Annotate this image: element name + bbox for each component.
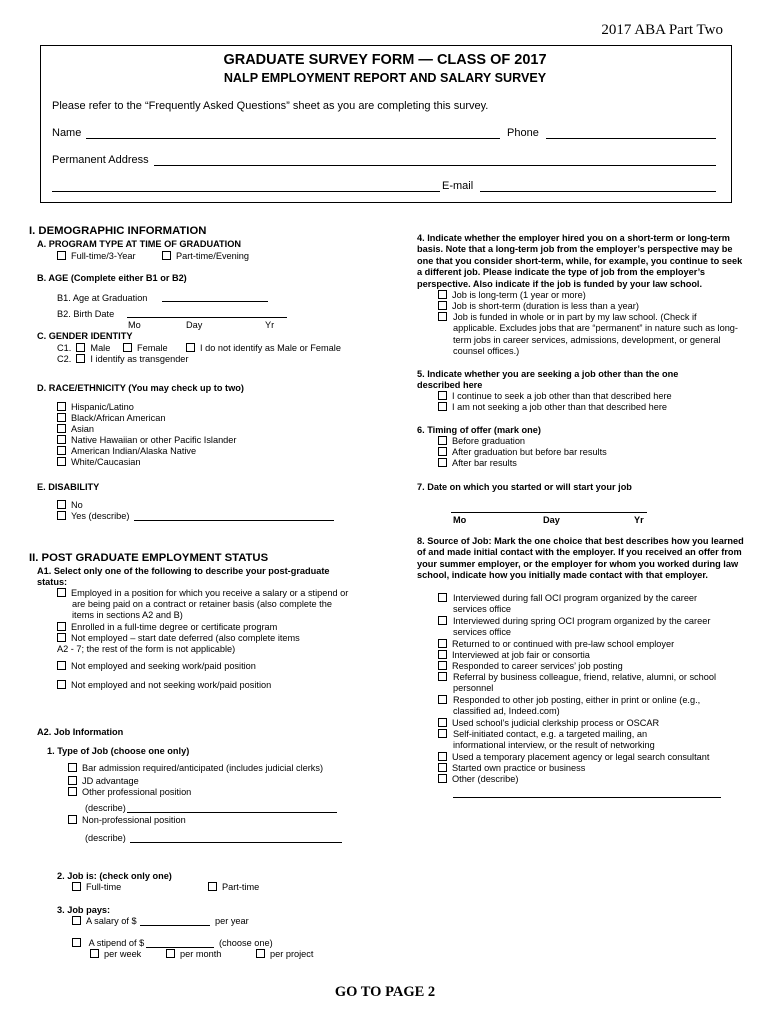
job-pays-label: 3. Job pays: [57,905,111,915]
seeking-checkbox[interactable] [57,661,66,670]
short-term-label: Job is short-term (duration is less than a year) [452,301,639,311]
age-field[interactable] [162,301,268,302]
disability-describe-field[interactable] [134,520,334,521]
source-label: Started own practice or business [452,763,586,773]
age-label: B. AGE (Complete either B1 or B2) [37,273,187,283]
nonprofessional-describe-field[interactable] [130,842,342,843]
birth-day-label: Day [186,320,203,330]
source-checkbox[interactable] [438,639,447,648]
stipend-amount-field[interactable] [146,947,214,948]
continue-seeking-label: I continue to seek a job other than that described here [452,391,672,401]
phone-field[interactable] [546,138,716,139]
professional-describe-field[interactable] [127,812,337,813]
a1-label: A1. Select only one of the following to describe your post-graduate [37,566,330,576]
address-label: Permanent Address [52,154,149,166]
fulltime-label: Full-time/3-Year [71,251,136,261]
transgender-label: I identify as transgender [90,354,189,364]
employed-checkbox[interactable] [57,588,66,597]
salary-label: A salary of $ [86,916,137,926]
timing-checkbox[interactable] [438,458,447,467]
source-label: Referral by business colleague, friend, relative, alumni, or school personnel [453,672,716,694]
timing-label: After graduation but before bar results [452,447,607,457]
race-option [57,435,236,446]
deferred-checkbox[interactable] [57,633,66,642]
header-box [40,45,732,203]
per-week-label: per week [104,949,142,959]
q5-text: 5. Indicate whether you are seeking a job other than the one described here [417,369,679,391]
timing-label: After bar results [452,458,517,468]
bar-required-checkbox[interactable] [68,763,77,772]
deferred-label-line2: A2 - 7; the rest of the form is not applicable) [57,644,236,654]
email-field[interactable] [480,191,716,192]
source-checkbox[interactable] [438,650,447,659]
source-label: Interviewed at job fair or consortia [452,650,590,660]
parttime-checkbox[interactable] [162,251,171,260]
seeking-label: Not employed and seeking work/paid position [71,661,256,671]
long-term-checkbox[interactable] [438,290,447,299]
other-professional-checkbox[interactable] [68,787,77,796]
q7-label: 7. Date on which you started or will start your job [417,482,632,492]
race-option-label: American Indian/Alaska Native [71,446,197,456]
not-seeking-checkbox[interactable] [57,680,66,689]
timing-label: Before graduation [452,436,526,446]
transgender-checkbox[interactable] [76,354,85,363]
disability-label: E. DISABILITY [37,482,100,492]
continue-seeking-checkbox[interactable] [438,391,447,400]
source-label: Used school’s judicial clerkship process or OSCAR [452,718,660,728]
job-type-label: 1. Type of Job (choose one only) [47,746,190,756]
race-option [57,402,134,413]
male-checkbox[interactable] [76,343,85,352]
salary-amount-field[interactable] [140,925,210,926]
employed-label: Employed in a position for which you receive a salary or a stipend or [71,588,349,598]
birth-yr-label: Yr [265,320,275,330]
parttime-label: Part-time/Evening [176,251,250,261]
bar-required-label: Bar admission required/anticipated (includes judicial clerks) [82,763,324,773]
source-checkbox[interactable] [438,616,447,625]
source-checkbox[interactable] [438,661,447,670]
per-month-label: per month [180,949,222,959]
stipend-checkbox[interactable] [72,938,81,947]
q8-text: 8. Source of Job: Mark the one choice that best describes how you learned of and made initial contact with the employer. If you received an offer from your summer employer, or the employer for whom you worked during law school, indicate how you initially made contact with that employer. [417,536,744,581]
source-label: Responded to other job posting, either in print or online (e.g., classified ad, Indeed.com) [453,695,701,717]
job-fulltime-label: Full-time [86,882,122,892]
race-option-label: Black/African American [71,413,166,423]
source-checkbox[interactable] [438,593,447,602]
race-option-label: Asian [71,424,94,434]
disability-yes-checkbox[interactable] [57,511,66,520]
not-seeking-label: Not employed and not seeking work/paid position [71,680,272,690]
go-to-page-2: GO TO PAGE 2 [334,984,436,1000]
start-yr-label: Yr [634,515,644,525]
source-label: Other (describe) [452,774,519,784]
c1-prefix: C1. [57,343,72,353]
form-subtitle: NALP EMPLOYMENT REPORT AND SALARY SURVEY [223,71,547,85]
nonprofessional-checkbox[interactable] [68,815,77,824]
source-label: Used a temporary placement agency or legal search consultant [452,752,710,762]
b2-label: B2. Birth Date [57,309,115,319]
source-checkbox[interactable] [438,672,447,681]
disability-no-checkbox[interactable] [57,500,66,509]
nonbinary-label: I do not identify as Male or Female [200,343,341,353]
address-field[interactable] [154,165,716,166]
not-seeking-other-label: I am not seeking a job other than that described here [452,402,668,412]
race-checkbox[interactable] [57,413,66,422]
timing-checkbox[interactable] [438,447,447,456]
race-label: D. RACE/ETHNICITY (You may check up to two) [37,383,244,393]
race-checkbox[interactable] [57,457,66,466]
school-funded-label: Job is funded in whole or in part by my law school. (Check if applicable. Excludes jobs that are “permanent” in nature such as long-term jobs in career services, admissions, development, or general counsel offices.) [453,312,738,357]
section1-heading: I. DEMOGRAPHIC INFORMATION [29,225,207,237]
source-checkbox[interactable] [438,763,447,772]
job-is-label: 2. Job is: (check only one) [57,871,172,881]
enrolled-label: Enrolled in a full-time degree or certificate program [71,622,278,632]
job-fulltime-checkbox[interactable] [72,882,81,891]
section2-heading: II. POST GRADUATE EMPLOYMENT STATUS [29,552,269,564]
a1-label-line2: status: [37,577,68,587]
male-label: Male [90,343,111,353]
source-label: Returned to or continued with pre-law school employer [452,639,675,649]
page-label: 2017 ABA Part Two [601,22,723,38]
job-info-label: A2. Job Information [37,727,124,737]
name-label: Name [52,127,82,139]
start-day-label: Day [543,515,560,525]
per-week-checkbox[interactable] [90,949,99,958]
race-checkbox[interactable] [57,435,66,444]
employed-label-line3: items in sections A2 and B) [72,610,183,620]
birth-date-field[interactable] [127,317,287,318]
birth-mo-label: Mo [128,320,141,330]
source-checkbox[interactable] [438,718,447,727]
per-project-checkbox[interactable] [256,949,265,958]
stipend-choose-label: (choose one) [219,938,273,948]
female-label: Female [137,343,168,353]
source-label: Interviewed during fall OCI program organized by the career services office [453,593,698,615]
race-checkbox[interactable] [57,446,66,455]
job-parttime-checkbox[interactable] [208,882,217,891]
source-checkbox[interactable] [438,695,447,704]
address-field-line2[interactable] [52,191,440,192]
name-field[interactable] [86,138,500,139]
q4-text: 4. Indicate whether the employer hired you on a short-term or long-term basis. Note that a long-term job from the employer’s perspective may be one that you consider short-term, while, for example, you continue to seek a different job. Please indicate the type of job from the employer’s perspective. Also indicate if the job is funded by your law school. [417,233,743,289]
school-funded-checkbox[interactable] [438,312,447,321]
source-label: Self-initiated contact, e.g. a targeted mailing, an informational interview, or the result of networking [453,729,655,751]
form-title: GRADUATE SURVEY FORM — CLASS OF 2017 [223,52,547,68]
race-option [57,424,94,435]
start-date-field[interactable] [451,512,647,513]
source-label: Interviewed during spring OCI program organized by the career services office [453,616,711,638]
deferred-label: Not employed – start date deferred (also complete items [71,633,300,643]
per-month-checkbox[interactable] [166,949,175,958]
timing-checkbox[interactable] [438,436,447,445]
c2-prefix: C2. [57,354,72,364]
fulltime-checkbox[interactable] [57,251,66,260]
not-seeking-other-checkbox[interactable] [438,402,447,411]
q6-label: 6. Timing of offer (mark one) [417,425,541,435]
disability-yes-label: Yes (describe) [71,511,130,521]
source-checkbox[interactable] [438,774,447,783]
jd-advantage-checkbox[interactable] [68,776,77,785]
salary-checkbox[interactable] [72,916,81,925]
disability-no-label: No [71,500,83,510]
long-term-label: Job is long-term (1 year or more) [452,290,586,300]
source-checkbox[interactable] [438,729,447,738]
employed-label-line2: are being paid on a contract or retainer basis (also complete the [72,599,332,609]
enrolled-checkbox[interactable] [57,622,66,631]
race-option-label: White/Caucasian [71,457,141,467]
describe-label-2: (describe) [85,833,126,843]
female-checkbox[interactable] [123,343,132,352]
short-term-checkbox[interactable] [438,301,447,310]
source-other-field[interactable] [453,797,721,798]
nonprofessional-label: Non-professional position [82,815,186,825]
source-label: Responded to career services’ job posting [452,661,623,671]
instruction-text: Please refer to the “Frequently Asked Questions” sheet as you are completing this survey. [52,100,489,112]
gender-label: C. GENDER IDENTITY [37,331,133,341]
nonbinary-checkbox[interactable] [186,343,195,352]
stipend-label: A stipend of $ [88,938,145,948]
b1-label: B1. Age at Graduation [57,293,148,303]
job-parttime-label: Part-time [222,882,260,892]
phone-label: Phone [507,127,539,139]
race-option [57,413,165,424]
race-checkbox[interactable] [57,402,66,411]
email-label: E-mail [442,180,474,192]
salary-per-year-label: per year [215,916,249,926]
source-checkbox[interactable] [438,752,447,761]
program-type-label: A. PROGRAM TYPE AT TIME OF GRADUATION [37,239,241,249]
race-option-label: Native Hawaiian or other Pacific Islander [71,435,237,445]
jd-advantage-label: JD advantage [82,776,139,786]
race-checkbox[interactable] [57,424,66,433]
per-project-label: per project [270,949,314,959]
race-option [57,457,140,468]
start-mo-label: Mo [453,515,467,525]
race-option-label: Hispanic/Latino [71,402,134,412]
describe-label: (describe) [85,803,126,813]
other-professional-label: Other professional position [82,787,192,797]
race-option [57,446,196,457]
